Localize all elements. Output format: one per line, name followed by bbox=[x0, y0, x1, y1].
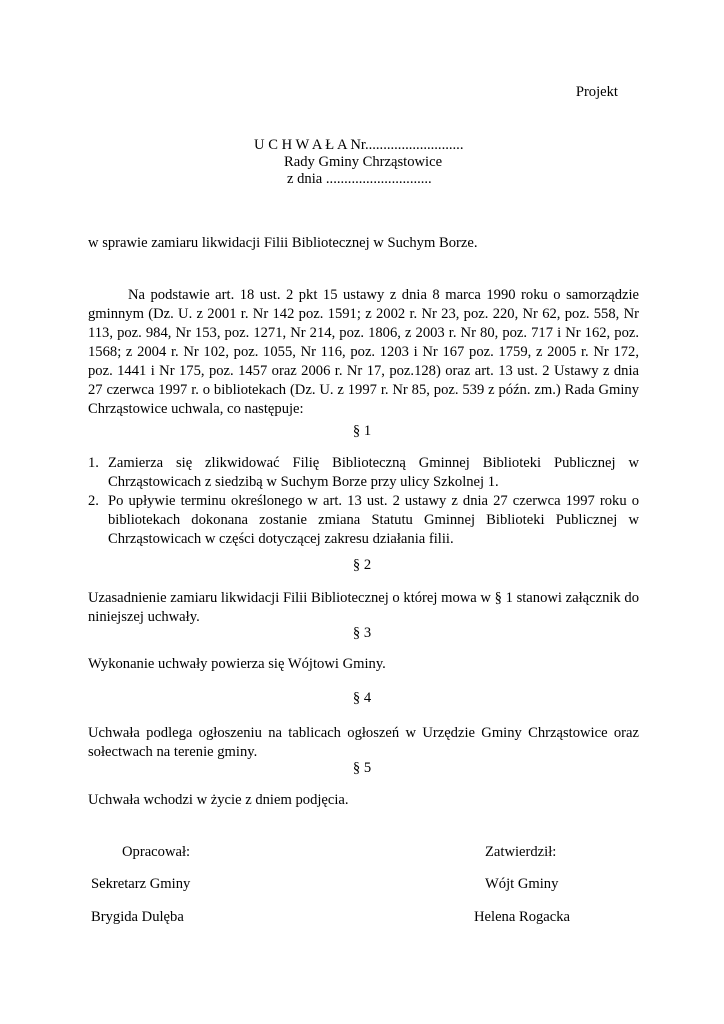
list-item-number: 2. bbox=[88, 493, 99, 509]
list-item bbox=[88, 454, 639, 492]
list-item-text: Po upływie terminu określonego w art. 13 ust. 2 ustawy z dnia 27 czerwca 1997 roku o bibliotekach dokonana zostanie zmiana Statutu Gminnej Biblioteki Publicznej w Chrząstowicach w części dotyczącej zakresu działania filii. bbox=[108, 493, 639, 547]
resolution-subject: w sprawie zamiaru likwidacji Filii Bibliotecznej w Suchym Borze. bbox=[88, 235, 478, 251]
section-2-heading: § 2 bbox=[352, 557, 372, 573]
section-1-heading: § 1 bbox=[352, 423, 372, 439]
signature-right-name: Helena Rogacka bbox=[474, 909, 571, 925]
signature-left-role: Opracował: bbox=[122, 844, 191, 860]
list-item-number: 1. bbox=[88, 455, 99, 471]
preamble bbox=[88, 286, 639, 419]
section-3-text: Wykonanie uchwały powierza się Wójtowi Gminy. bbox=[88, 656, 386, 672]
title-line-resolution-number: U C H W A Ł A Nr........................... bbox=[254, 137, 464, 153]
signature-left-position: Sekretarz Gminy bbox=[91, 876, 191, 892]
list-item-text: Zamierza się zlikwidować Filię Biblioteczną Gminnej Biblioteki Publicznej w Chrząstowicach z siedzibą w Suchym Borze przy ulicy Szkolnej 1. bbox=[108, 455, 639, 490]
section-5-heading: § 5 bbox=[352, 760, 372, 776]
section-4-text: Uchwała podlega ogłoszeniu na tablicach ogłoszeń w Urzędzie Gminy Chrząstowice oraz sołectwach na terenie gminy. bbox=[88, 725, 639, 760]
section-3-heading: § 3 bbox=[352, 625, 372, 641]
signature-right-role: Zatwierdził: bbox=[485, 844, 557, 860]
title-line-council: Rady Gminy Chrząstowice bbox=[284, 154, 443, 170]
list-item bbox=[88, 492, 639, 549]
section-2-text: Uzasadnienie zamiaru likwidacji Filii Bibliotecznej o której mowa w § 1 stanowi załącznik do niniejszej uchwały. bbox=[88, 590, 639, 625]
section-1-list bbox=[88, 454, 639, 549]
section-5-text: Uchwała wchodzi w życie z dniem podjęcia. bbox=[88, 792, 349, 808]
signature-left-name: Brygida Dulęba bbox=[91, 909, 184, 925]
signature-right-position: Wójt Gminy bbox=[485, 876, 559, 892]
project-label: Projekt bbox=[575, 84, 618, 100]
title-line-date: z dnia ............................. bbox=[287, 171, 432, 187]
preamble-text: Na podstawie art. 18 ust. 2 pkt 15 ustawy z dnia 8 marca 1990 roku o samorządzie gminnym (Dz. U. z 2001 r. Nr 142 poz. 1591; z 2002 r. Nr 23, poz. 220, Nr 62, poz. 558, Nr 113, poz. 984, Nr 153, poz. 1271, Nr 214, poz. 1806, z 2003 r. Nr 80, poz. 717 i Nr 162, poz. 1568; z 2004 r. Nr 102, poz. 1055, Nr 116, poz. 1203 i Nr 167 poz. 1759, z 2005 r. Nr 172, poz. 1441 i Nr 175, poz. 1457 oraz 2006 r. Nr 17, poz.128) oraz art. 13 ust. 2 Ustawy z dnia 27 czerwca 1997 r. o bibliotekach (Dz. U. z 1997 r. Nr 85, poz. 539 z późn. zm.) Rada Gminy Chrząstowice uchwala, co następuje: bbox=[88, 287, 639, 417]
section-4-heading: § 4 bbox=[352, 690, 372, 706]
